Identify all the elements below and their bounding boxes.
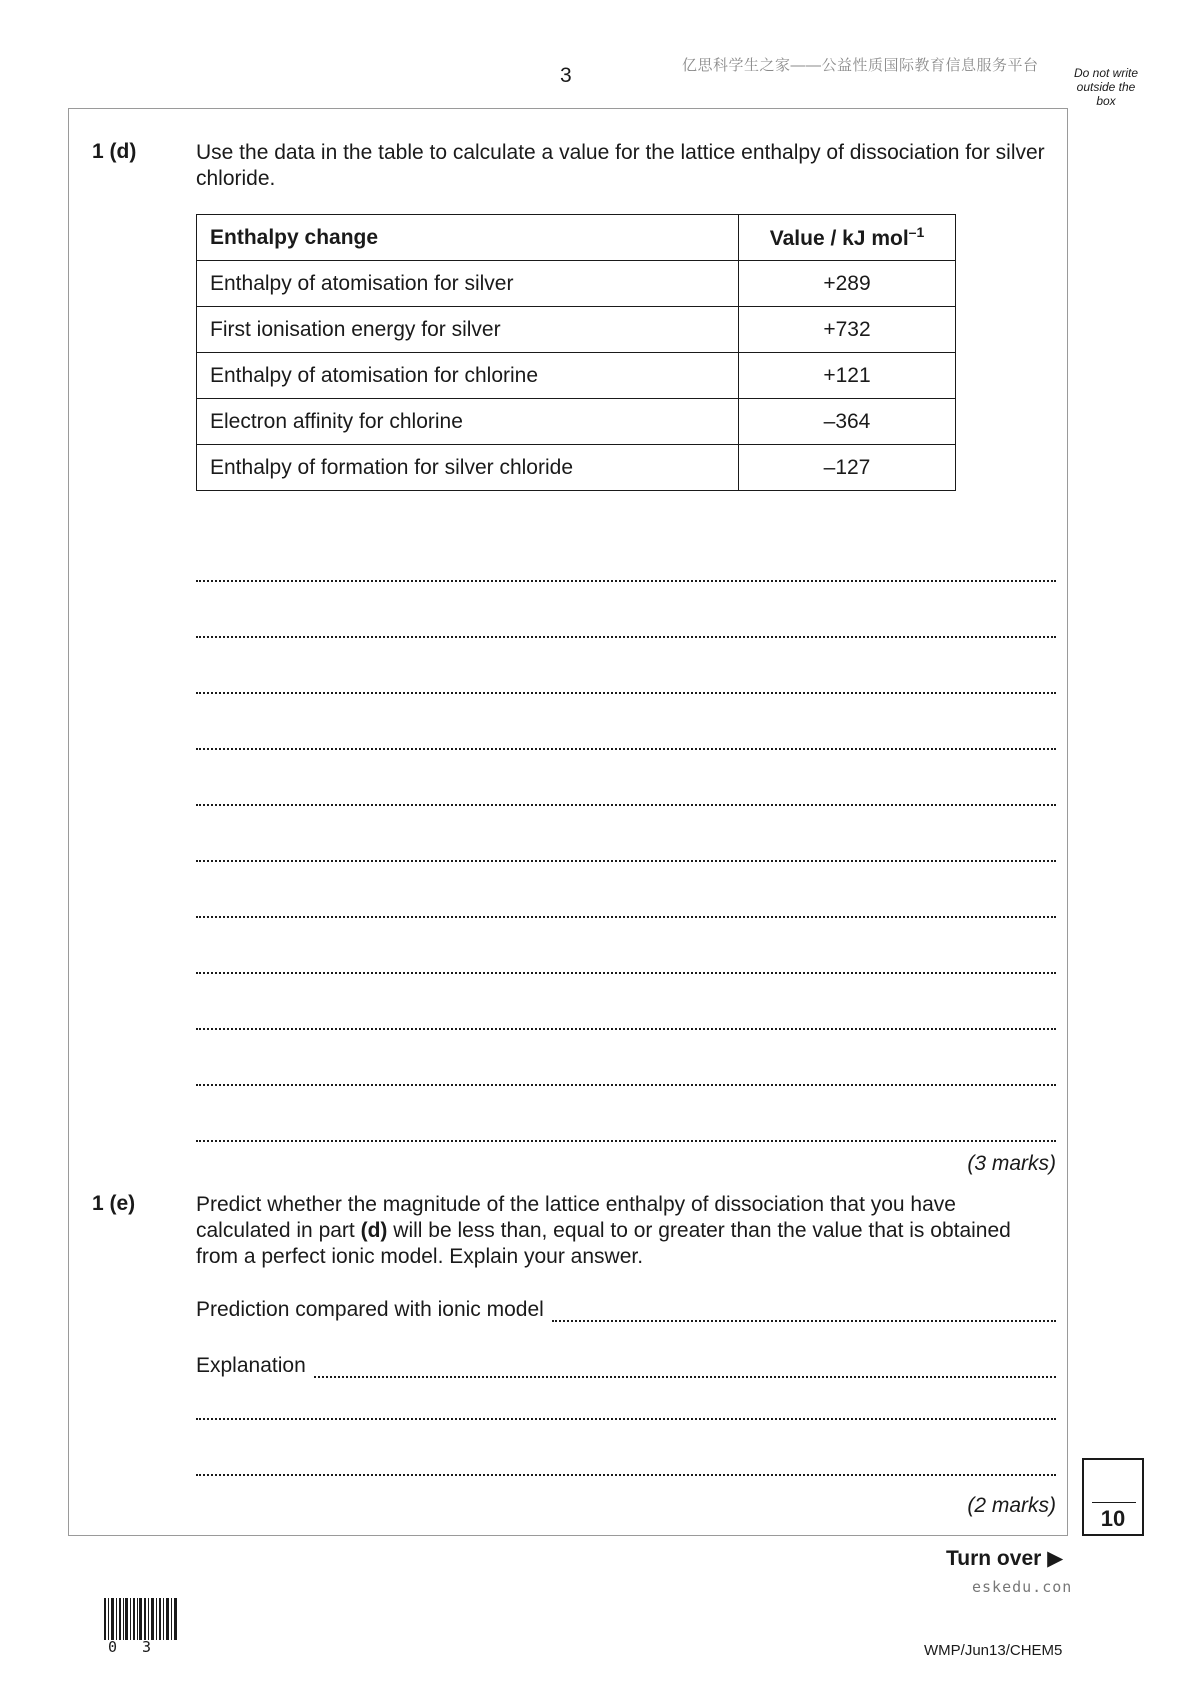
- table-row: [197, 353, 956, 399]
- table-row: [197, 445, 956, 491]
- question-number-1e: 1 (e): [92, 1192, 136, 1215]
- answer-line[interactable]: [196, 1026, 1056, 1030]
- table-row: [197, 307, 956, 353]
- answer-line[interactable]: [196, 634, 1056, 638]
- score-divider: [1092, 1502, 1136, 1503]
- table-header-change: Enthalpy change: [197, 215, 739, 261]
- table-cell-value: +732: [739, 307, 956, 353]
- table-cell-change: Enthalpy of atomisation for chlorine: [197, 353, 739, 399]
- answer-line[interactable]: [196, 1082, 1056, 1086]
- table-row: [197, 261, 956, 307]
- score-total: 10: [1100, 1506, 1126, 1531]
- site-watermark: eskedu.con: [972, 1578, 1073, 1596]
- table-cell-value: –127: [739, 445, 956, 491]
- prediction-line[interactable]: [196, 1298, 1056, 1322]
- paper-code: WMP/Jun13/CHEM5: [924, 1642, 1063, 1659]
- answer-line[interactable]: [196, 858, 1056, 862]
- barcode-digits: 0 3: [108, 1638, 160, 1656]
- table-cell-change: Electron affinity for chlorine: [197, 399, 739, 445]
- answer-line[interactable]: [196, 1416, 1056, 1420]
- table-row: [197, 399, 956, 445]
- table-header-row: [197, 215, 956, 261]
- prediction-label: Prediction compared with ionic model: [196, 1298, 544, 1321]
- answer-line[interactable]: [196, 914, 1056, 918]
- enthalpy-table: [196, 214, 956, 491]
- barcode-icon: [104, 1598, 178, 1640]
- margin-note: Do not write outside the box: [1073, 66, 1139, 108]
- prediction-answer-line[interactable]: [552, 1300, 1056, 1322]
- explanation-label: Explanation: [196, 1354, 306, 1377]
- header-watermark: 亿思科学生之家——公益性质国际教育信息服务平台: [682, 57, 1039, 74]
- table-cell-change: First ionisation energy for silver: [197, 307, 739, 353]
- explanation-line[interactable]: [196, 1354, 1056, 1378]
- page-number: 3: [560, 64, 572, 87]
- question-text-1d: Use the data in the table to calculate a value for the lattice enthalpy of dissociation for silver chloride.: [196, 141, 1045, 190]
- answer-line[interactable]: [196, 802, 1056, 806]
- answer-line[interactable]: [196, 690, 1056, 694]
- table-cell-change: Enthalpy of atomisation for silver: [197, 261, 739, 307]
- answer-line[interactable]: [196, 1138, 1056, 1142]
- turn-over-label: Turn over ▶: [946, 1547, 1064, 1570]
- marks-1d: (3 marks): [967, 1152, 1056, 1175]
- table-cell-value: +121: [739, 353, 956, 399]
- answer-line[interactable]: [196, 970, 1056, 974]
- table-cell-change: Enthalpy of formation for silver chloride: [197, 445, 739, 491]
- answer-line[interactable]: [196, 746, 1056, 750]
- question-text-1e: Predict whether the magnitude of the lattice enthalpy of dissociation that you have calculated in part (d) will be less than, equal to or greater than the value that is obtained from a perfect ionic model. Explain your answer.: [196, 1193, 1011, 1268]
- explanation-answer-line[interactable]: [314, 1356, 1056, 1378]
- answer-line[interactable]: [196, 578, 1056, 582]
- answer-line[interactable]: [196, 1472, 1056, 1476]
- table-header-value: Value / kJ mol$^{-1}$: [739, 215, 956, 261]
- question-number-1d: 1 (d): [92, 140, 137, 163]
- marks-1e: (2 marks): [967, 1494, 1056, 1517]
- table-cell-value: +289: [739, 261, 956, 307]
- table-cell-value: –364: [739, 399, 956, 445]
